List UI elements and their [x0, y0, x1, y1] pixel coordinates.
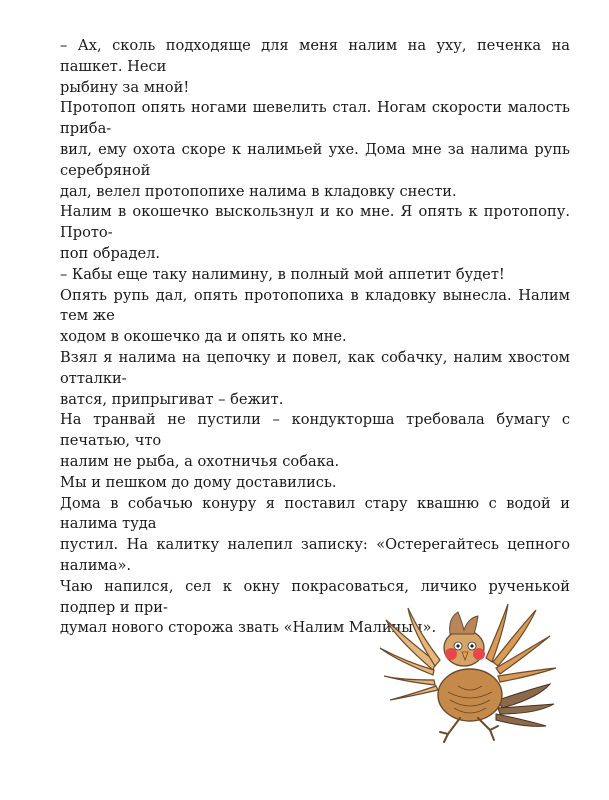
paragraph-7: На транвай не пустили – кондукторша требовала бумагу с печатью, что налим не рыба, а охотничья собака.	[60, 411, 570, 470]
paragraph-5: Опять рупь дал, опять протопопиха в кладовку вынесла. Налим тем же ходом в окошечко да и опять ко мне.	[60, 286, 570, 346]
bird-head	[444, 630, 484, 666]
right-cheek	[473, 648, 485, 660]
paragraph-6: Взял я налима на цепочку и повел, как собачку, налим хвостом отталки- ватся, припрыгиват – бежит.	[60, 348, 570, 408]
right-wing	[486, 604, 556, 682]
paragraph-9: Дома в собачью конуру я поставил стару квашню с водой и налима туда пустил. На калитку налепил записку: «Остерегайтесь цепного налима».	[60, 494, 570, 574]
paragraph-3: Налим в окошечко выскользнул и ко мне. Я опять к протопопу. Прото- поп обрадел.	[60, 203, 570, 262]
paragraph-2: Протопоп опять ногами шевелить стал. Ногам скорости малость приба- вил, ему охота скоре к налимьей ухе. Дома мне за налима рупь серебряной дал, велел протопопихе налима в кладовку снести.	[60, 99, 570, 200]
folk-bird-icon	[378, 600, 563, 750]
bird-tail	[496, 684, 554, 726]
paragraph-4: – Кабы еще таку налимину, в полный мой аппетит будет!	[60, 265, 505, 283]
left-wing	[380, 608, 440, 700]
paragraph-8: Мы и пешком до дому доставились.	[60, 473, 337, 491]
left-cheek	[445, 648, 457, 660]
paragraph-10: Чаю напился, сел к окну покрасоваться, личико рученькой подпер и при- думал нового сторожа звать «Налим	[60, 577, 570, 637]
paragraph-1: – Ах, сколь подходяще для меня налим на уху, печенка на пашкет. Неси рыбину за мной!	[60, 37, 570, 96]
story-text	[60, 36, 570, 639]
